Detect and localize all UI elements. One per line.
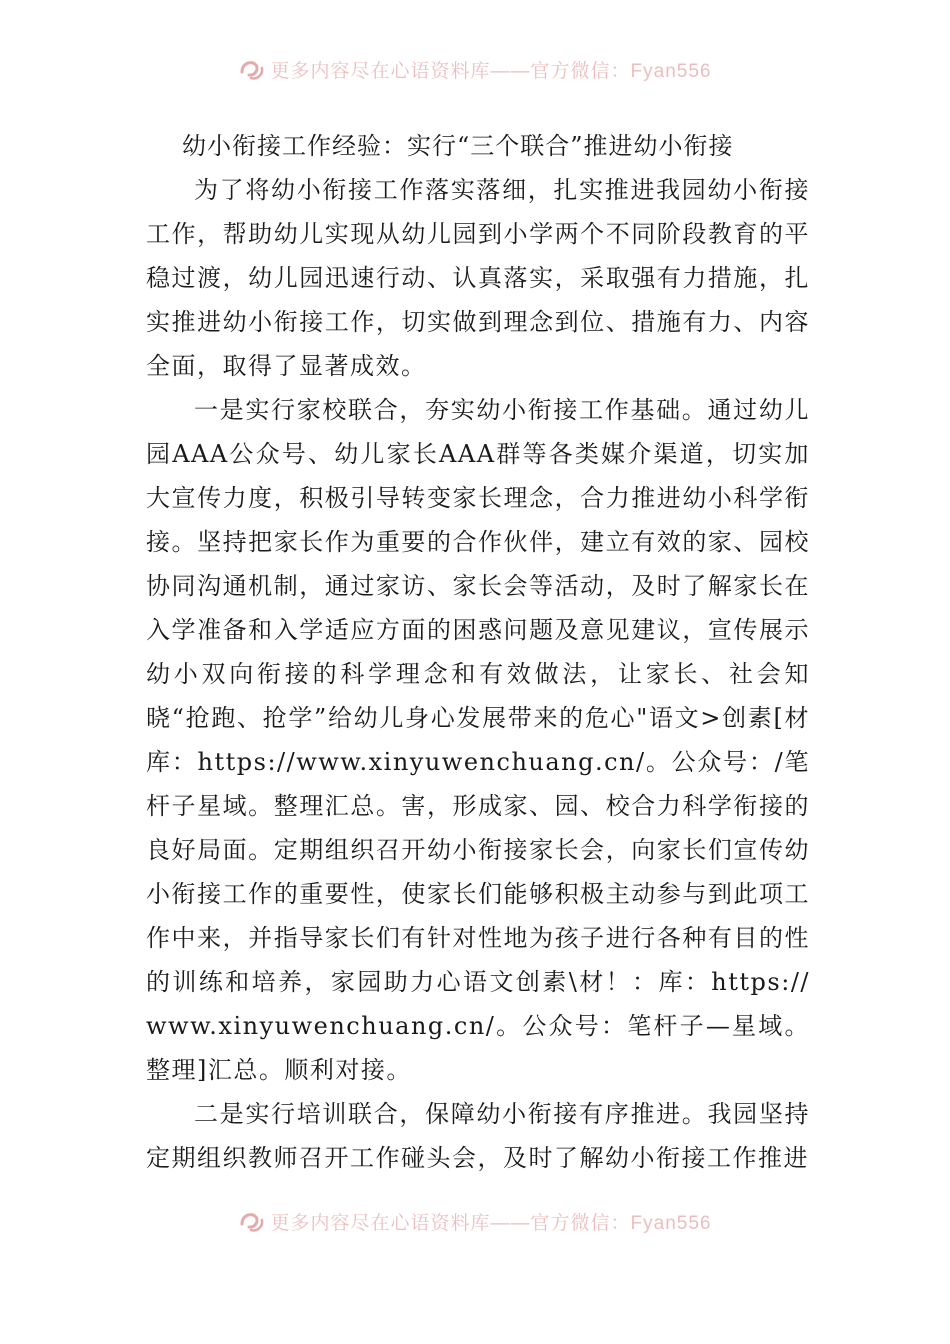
- paragraph-training: 二是实行培训联合，保障幼小衔接有序推进。我园坚持定期组织教师召开工作碰头会，及时了解幼小衔接工作推进: [146, 1100, 810, 1172]
- document-title: 幼小衔接工作经验：实行“三个联合”推进幼小衔接: [182, 132, 734, 160]
- brand-logo-icon: [239, 1210, 265, 1234]
- paragraph-home-school: 一是实行家校联合，夯实幼小衔接工作基础。通过幼儿园AAA公众号、幼儿家长AAA群等各类媒介渠道，切实加大宣传力度，积极引导转变家长理念，合力推进幼小科学衔接。坚持把家长作为重要的合作伙伴，建立有效的家、园校协同沟通机制，通过家访、家长会等活动，及时了解家长在入学准备和入学适应方面的困惑问题及意见建议，宣传展示幼小双向衔接的科学理念和有效做法，让家长、社会知晓“抢跑、抢学”给幼儿身心发展带来的危心"语文>创素[材库：https://www.xinyuwenchuang.cn/。公众号：/笔杆子星域。整理汇总。害，形成家、园、校合力科学衔接的良好局面。定期组织召开幼小衔接家长会，向家长们宣传幼小衔接工作的重要性，使家长们能够积极主动参与到此项工作中来，并指导家长们有针对性地为孩子进行各种有目的性的训练和培养，家园助力心语文创素\材！：库：https://www.xinyuwenchuang.cn/。公众号：笔杆子—星域。整理]汇总。顺利对接。: [146, 396, 810, 1084]
- document-body: [146, 124, 810, 1180]
- header-watermark: [0, 56, 950, 83]
- brand-logo-icon: [239, 58, 265, 82]
- footer-watermark: [0, 1208, 950, 1235]
- watermark-text: 更多内容尽在心语资料库——官方微信：Fyan556: [270, 1213, 712, 1234]
- paragraph-intro: 为了将幼小衔接工作落实落细，扎实推进我园幼小衔接工作，帮助幼儿实现从幼儿园到小学两个不同阶段教育的平稳过渡，幼儿园迅速行动、认真落实，采取强有力措施，扎实推进幼小衔接工作，切实做到理念到位、措施有力、内容全面，取得了显著成效。: [146, 176, 810, 380]
- watermark-text: 更多内容尽在心语资料库——官方微信：Fyan556: [270, 61, 712, 82]
